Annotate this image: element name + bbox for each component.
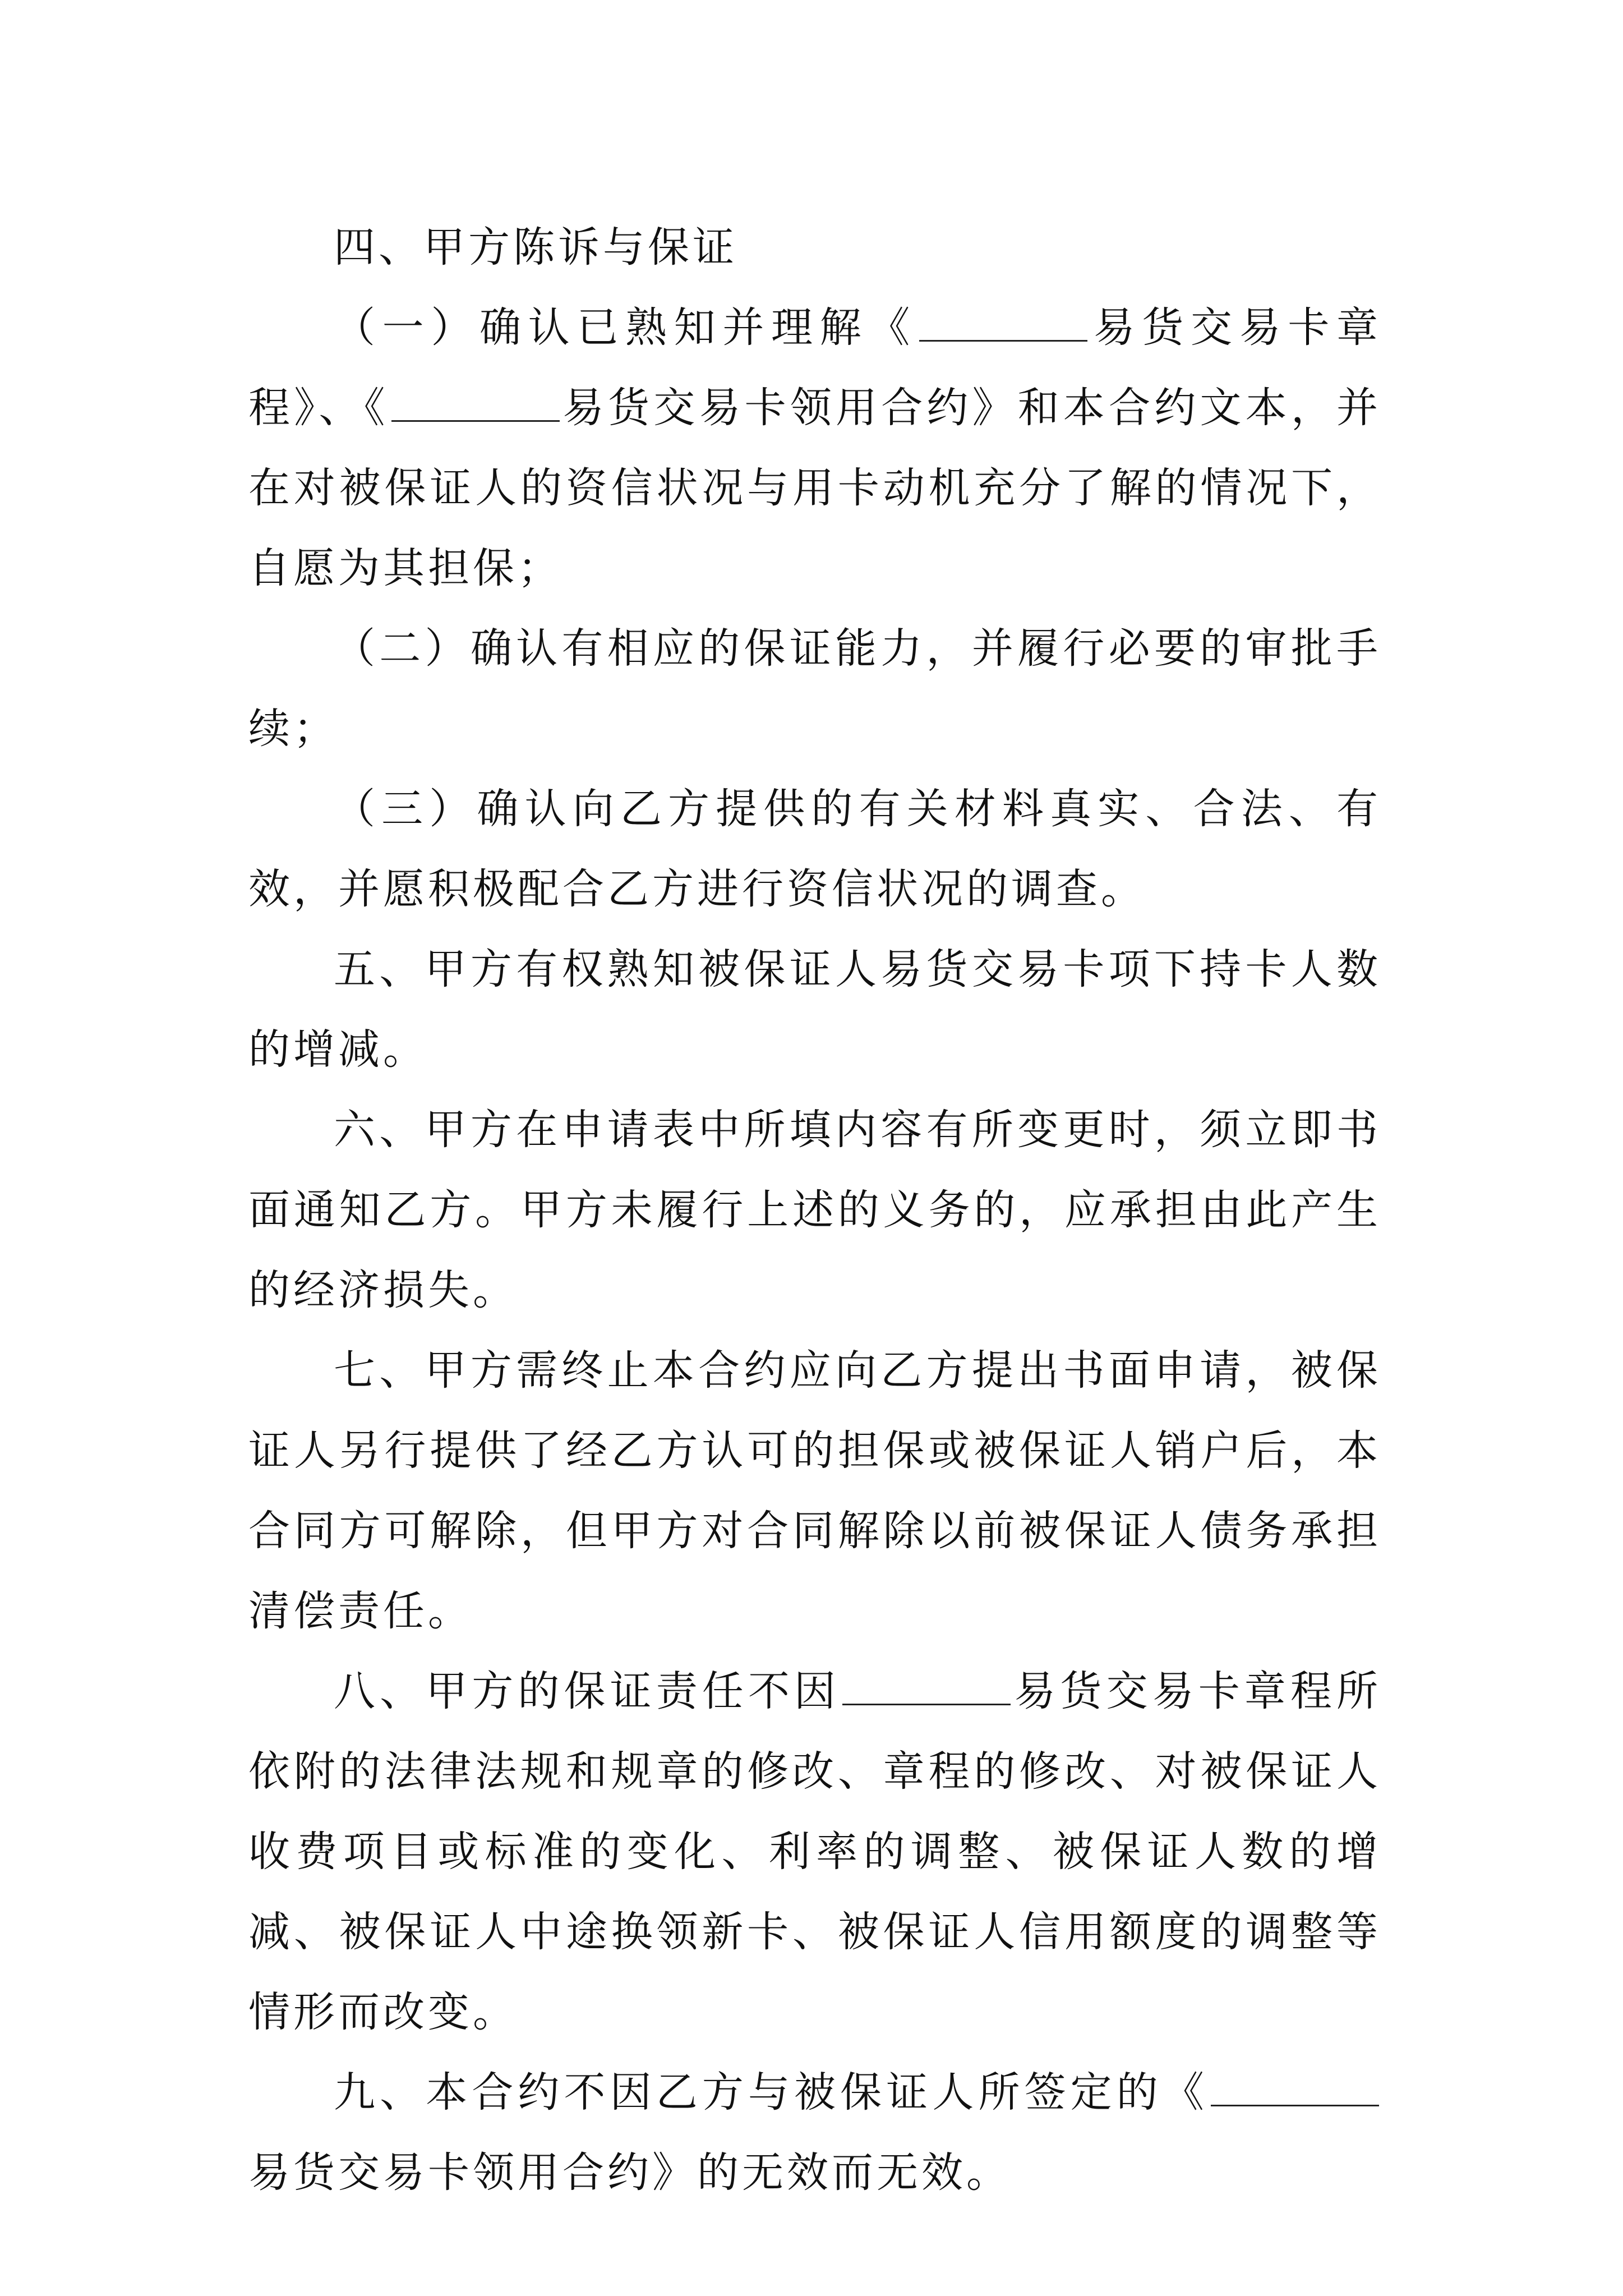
clause-4-1 (248, 288, 1381, 609)
fill-in-blank (919, 339, 1087, 342)
clause-4-2: （二）确认有相应的保证能力，并履行必要的审批手续； (248, 624, 1381, 753)
section-9-text-a: 九、本合约不因乙方与被保证人所签定的《 (334, 2068, 1209, 2116)
fill-in-blank (1211, 2104, 1379, 2106)
section-9 (248, 2053, 1381, 2213)
section-8 (248, 1651, 1381, 2053)
section-9-text-b: 易货交易卡领用合约》的无效而无效。 (248, 2148, 1011, 2197)
section-8-text-a: 八、甲方的保证责任不因 (334, 1667, 841, 1715)
section-6: 六、甲方在申请表中所填内容有所变更时，须立即书面通知乙方。甲方未履行上述的义务的，应承担由此产生的经济损失。 (248, 1106, 1381, 1314)
section-7: 七、甲方需终止本合约应向乙方提出书面申请，被保证人另行提供了经乙方认可的担保或被保证人销户后，本合同方可解除，但甲方对合同解除以前被保证人债务承担清偿责任。 (248, 1346, 1381, 1635)
clause-4-1-text-b: 易货交易卡章程》、《 (248, 303, 1381, 432)
section-5: 五、甲方有权熟知被保证人易货交易卡项下持卡人数的增减。 (248, 945, 1381, 1074)
section-8-text-b: 易货交易卡章程所依附的法律法规和规章的修改、章程的修改、对被保证人收费项目或标准的变化、利率的调整、被保证人数的增减、被保证人中途换领新卡、被保证人信用额度的调整等情形而改变。 (248, 1667, 1382, 2036)
clause-4-1-text-a: （一）确认已熟知并理解《 (334, 303, 917, 352)
clause-4-3: （三）确认向乙方提供的有关材料真实、合法、有效，并愿积极配合乙方进行资信状况的调查。 (248, 785, 1381, 913)
document-body (248, 208, 1381, 2213)
clause-4-1-text-c: 易货交易卡领用合约》和本合约文本，并在对被保证人的资信状况与用卡动机充分了解的情况下，自愿为其担保； (248, 384, 1382, 592)
fill-in-blank (842, 1703, 1011, 1705)
fill-in-blank (391, 420, 560, 422)
section-4-heading: 四、甲方陈诉与保证 (334, 223, 737, 272)
